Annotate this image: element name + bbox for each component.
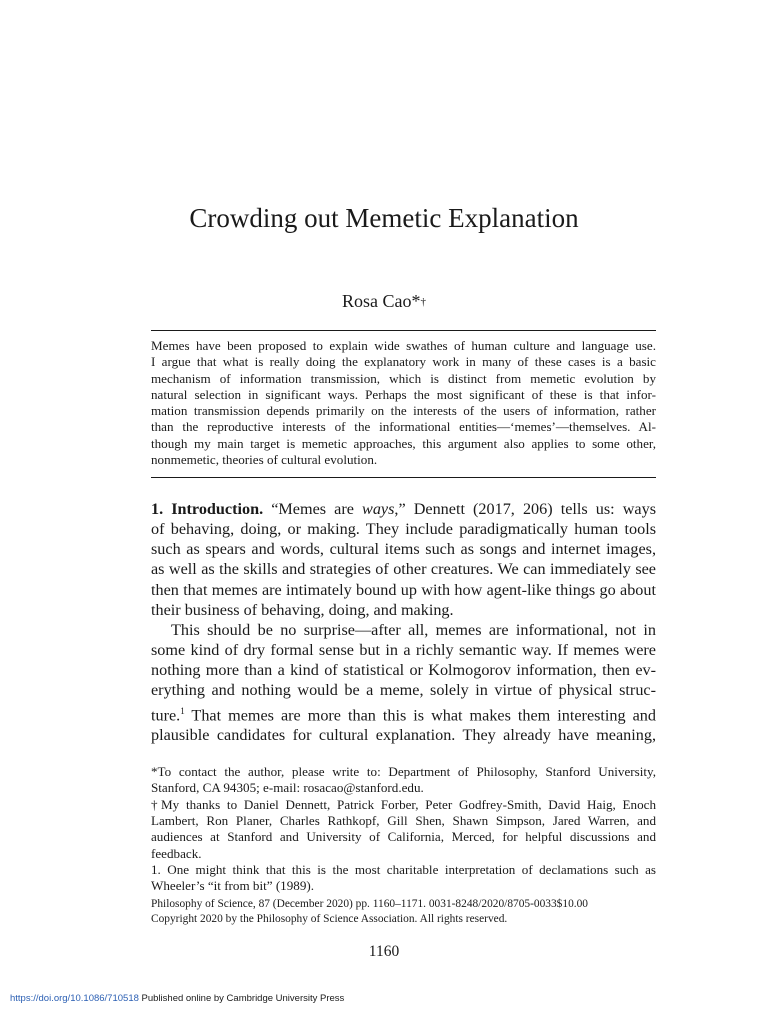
body-line: some kind of dry formal sense but in a richly semantic way. If memes were (151, 641, 656, 660)
publisher-footer (10, 993, 344, 1005)
footnote-line: *To contact the author, please write to: Department of Philosophy, Stanford University, (151, 764, 656, 779)
paper-title: Crowding out Memetic Explanation (189, 203, 579, 233)
body-line (151, 701, 656, 726)
author-dagger: † (420, 296, 426, 308)
footnote-line: Wheeler’s “it from bit” (1989). (151, 878, 315, 894)
abstract-line: mation transmission depends primarily on the interests of the users of information, rather (151, 403, 656, 419)
body-line: their business of behaving, doing, and making. (151, 600, 454, 619)
body-text: That memes are more than this is what makes them interesting and (184, 705, 656, 724)
body-line: such as spears and words, cultural items such as songs and internet images, (151, 540, 656, 559)
published-note: Published online by Cambridge University Press (138, 993, 345, 1004)
abstract (151, 338, 656, 468)
footnote-contact (151, 764, 656, 796)
abstract-top-rule (151, 330, 656, 331)
body-line: of behaving, doing, or making. They include paradigmatically human tools (151, 520, 656, 539)
body-line: as well as the skills and strategies of other creatures. We can immediately see (151, 560, 656, 579)
footnote-1 (151, 862, 656, 894)
footnote-line: feedback. (151, 845, 202, 861)
body-text: ture. (151, 705, 181, 724)
body-line: plausible candidates for cultural explanation. They already have meaning, (151, 726, 656, 745)
page-number: 1160 (368, 943, 400, 960)
body-line: nothing more than a kind of statistical or Kolmogorov information, then ev- (151, 661, 656, 680)
footnote-line: audiences at Stanford and University of California, Merced, for helpful discussions and (151, 829, 656, 845)
footnote-line: Stanford, CA 94305; e-mail: rosacao@stanford.edu. (151, 780, 424, 796)
footnote-ref[interactable]: 1 (180, 705, 185, 716)
intro-first-line (151, 499, 656, 519)
author-asterisk: * (411, 291, 421, 311)
introduction-section (151, 499, 656, 745)
footnote-line: Lambert, Ron Planer, Charles Rathkopf, Gill Shen, Shawn Simpson, Jared Warren, and (151, 813, 656, 829)
abstract-line: Memes have been proposed to explain wide swathes of human culture and language use. (151, 338, 656, 353)
abstract-line: natural selection in significant ways. Perhaps the most significant of these is that infor- (151, 386, 656, 402)
abstract-line: I argue that what is really doing the explanatory work in many of these cases is a basic (151, 354, 656, 370)
section-heading: 1. Introduction. (151, 500, 264, 518)
doi-link[interactable]: https://doi.org/10.1086/710518 (10, 993, 139, 1004)
abstract-line: nonmemetic, theories of cultural evolution. (151, 452, 378, 468)
footnote-line: 1. One might think that this is the most charitable interpretation of declamations such as (151, 862, 656, 877)
abstract-bottom-rule (151, 477, 656, 478)
footnote-thanks (151, 797, 656, 862)
journal-info (151, 897, 656, 927)
abstract-line: than the reproductive interests of the informational entities—‘memes’—themselves. Al- (151, 419, 656, 435)
footnote-line: †My thanks to Daniel Dennett, Patrick Forber, Peter Godfrey-Smith, David Haig, Enoch (151, 797, 656, 812)
intro-text: ,” Dennett (2017, 206) tells us: ways (394, 500, 657, 518)
author-name: Rosa Cao (342, 291, 412, 311)
intro-emphasis: ways (362, 500, 395, 518)
intro-text: “Memes are (263, 500, 363, 518)
abstract-line: though my main target is memetic approaches, this argument also applies to some other, (151, 435, 656, 451)
body-line: then that memes are intimately bound up with how agent-like things go about (151, 580, 656, 599)
author-line (0, 289, 768, 313)
abstract-line: mechanism of information transmission, which is distinct from memetic evolution by (151, 370, 656, 386)
body-line: This should be no surprise—after all, memes are informational, not in (171, 620, 656, 639)
journal-citation: Philosophy of Science, 87 (December 2020) pp. 1160–1171. 0031-8248/2020/8705-0033$10.00 (151, 898, 589, 910)
journal-copyright: Copyright 2020 by the Philosophy of Science Association. All rights reserved. (151, 913, 508, 925)
body-line: erything and nothing would be a meme, solely in virtue of physical struc- (151, 681, 656, 700)
